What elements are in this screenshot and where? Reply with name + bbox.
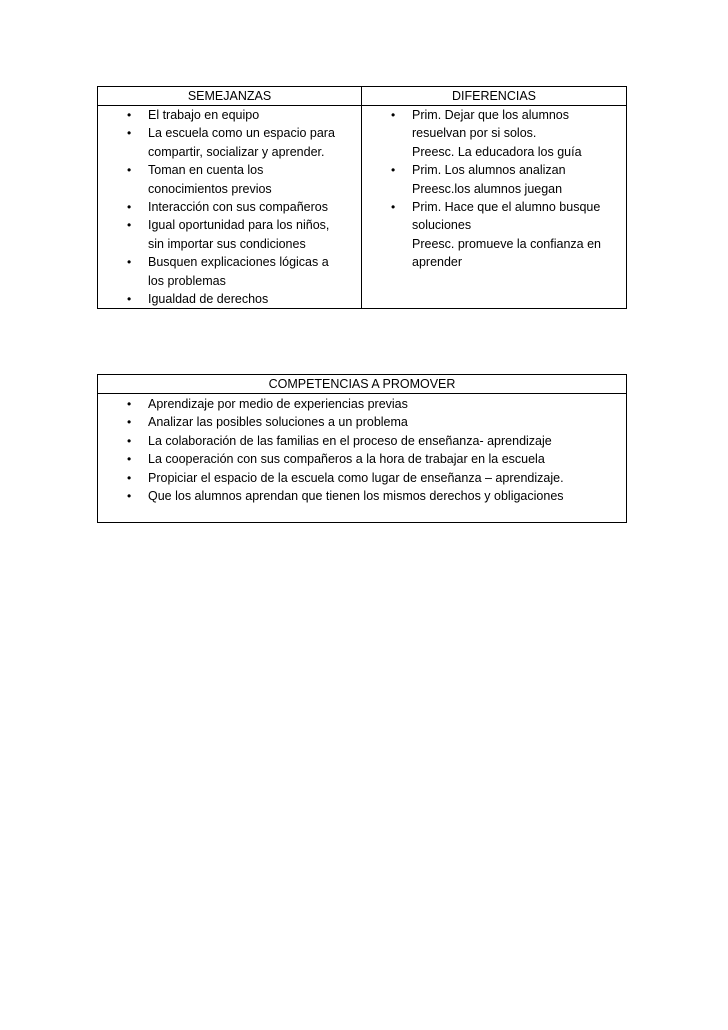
list-item <box>362 161 626 198</box>
list-item-line: los problemas <box>148 273 226 288</box>
list-item-line: El trabajo en equipo <box>148 108 260 122</box>
bullet-icon: • <box>127 108 132 122</box>
header-semejanzas: SEMEJANZAS <box>98 87 362 105</box>
list-item <box>98 216 361 253</box>
table-header-row <box>98 87 626 106</box>
table-body-row <box>98 106 626 309</box>
list-item-line: Busquen explicaciones lógicas a <box>148 255 329 270</box>
bullet-icon: • <box>391 108 396 122</box>
diferencias-cell <box>362 106 626 309</box>
diferencias-list <box>362 106 626 272</box>
bullet-icon: • <box>391 200 396 215</box>
bullet-icon: • <box>127 200 132 215</box>
list-item-line: Preesc. La educadora los guía <box>412 144 582 159</box>
list-item-line: La escuela como un espacio para <box>148 126 335 141</box>
list-item-line: Igual oportunidad para los niños, <box>148 218 330 233</box>
competencias-list <box>98 394 626 505</box>
list-item-line: compartir, socializar y aprender. <box>148 144 325 159</box>
semejanzas-diferencias-table <box>97 86 627 309</box>
bullet-icon: • <box>127 489 132 504</box>
list-item <box>98 469 626 487</box>
list-item <box>98 253 361 290</box>
list-item-line: Propiciar el espacio de la escuela como lugar de enseñanza – aprendizaje. <box>148 470 564 485</box>
list-item-line: Toman en cuenta los <box>148 163 264 178</box>
bullet-icon: • <box>127 433 132 448</box>
list-item <box>98 198 361 216</box>
bullet-icon: • <box>127 397 132 411</box>
list-item <box>98 395 626 413</box>
list-item <box>98 487 626 505</box>
semejanzas-list <box>98 106 361 308</box>
bullet-icon: • <box>127 218 132 233</box>
bullet-icon: • <box>127 126 132 141</box>
list-item <box>98 450 626 468</box>
bullet-icon: • <box>127 163 132 178</box>
list-item-line: sin importar sus condiciones <box>148 236 306 251</box>
list-item-line: resuelvan por si solos. <box>412 126 537 141</box>
bullet-icon: • <box>127 452 132 467</box>
list-item-line: Prim. Los alumnos analizan <box>412 163 566 178</box>
bullet-icon: • <box>127 415 132 430</box>
competencias-table <box>97 374 627 523</box>
list-item-line: La colaboración de las familias en el proceso de enseñanza- aprendizaje <box>148 433 552 448</box>
list-item-line: aprender <box>412 255 463 270</box>
bullet-icon: • <box>127 470 132 485</box>
list-item-line: La cooperación con sus compañeros a la hora de trabajar en la escuela <box>148 452 545 467</box>
list-item-line: Que los alumnos aprendan que tienen los mismos derechos y obligaciones <box>148 489 564 504</box>
table-header-row <box>98 375 626 394</box>
list-item <box>98 106 361 124</box>
list-item <box>98 290 361 308</box>
list-item-line: Analizar las posibles soluciones a un problema <box>148 415 408 430</box>
list-item-line: Interacción con sus compañeros <box>148 200 328 215</box>
list-item <box>98 161 361 198</box>
list-item <box>362 106 626 161</box>
list-item-line: Igualdad de derechos <box>148 292 269 307</box>
list-item-line: Preesc.los alumnos juegan <box>412 181 563 196</box>
list-item <box>98 413 626 431</box>
list-item-line: Aprendizaje por medio de experiencias previas <box>148 397 408 411</box>
list-item <box>98 124 361 161</box>
bullet-icon: • <box>127 292 132 307</box>
list-item <box>362 198 626 272</box>
list-item-line: Prim. Dejar que los alumnos <box>412 108 570 122</box>
list-item-line: Prim. Hace que el alumno busque <box>412 200 601 215</box>
bullet-icon: • <box>391 163 396 178</box>
list-item <box>98 432 626 450</box>
header-diferencias: DIFERENCIAS <box>451 89 537 103</box>
list-item-line: soluciones <box>412 218 472 233</box>
bullet-icon: • <box>127 255 132 270</box>
list-item-line: conocimientos previos <box>148 181 272 196</box>
list-item-line: Preesc. promueve la confianza en <box>412 236 601 251</box>
semejanzas-cell <box>98 106 362 309</box>
header-competencias: COMPETENCIAS A PROMOVER <box>268 377 456 391</box>
